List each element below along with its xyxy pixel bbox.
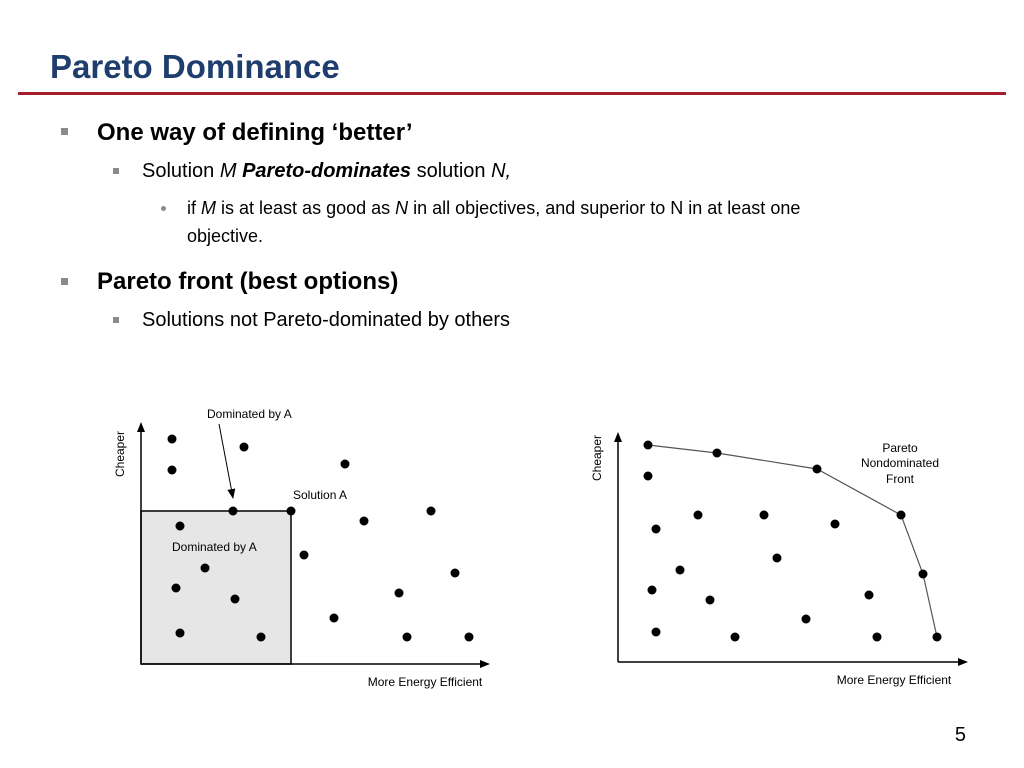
solution-point (168, 466, 177, 475)
solution-point (813, 465, 822, 474)
front-label-line1: Pareto (882, 441, 918, 455)
bullet-text: objective. (187, 226, 264, 246)
solution-point (648, 586, 657, 595)
bullet-text: in all objectives, and superior to N in at least one (408, 198, 801, 218)
solution-point (652, 525, 661, 534)
solution-point (172, 584, 181, 593)
bullet-text: is at least as good as (216, 198, 396, 218)
solution-point (644, 472, 653, 481)
solution-point (168, 435, 177, 444)
solution-point (229, 507, 238, 516)
bullet-level2-not-dominated: Solutions not Pareto-dominated by others (142, 309, 510, 331)
bullet-text: solution (411, 160, 492, 182)
solution-point (676, 566, 685, 575)
solution-point (403, 633, 412, 642)
x-axis-label: More Energy Efficient (367, 675, 483, 689)
solution-point (176, 629, 185, 638)
variable-m: M (219, 160, 237, 182)
left-diagram (113, 407, 490, 689)
solution-point (897, 511, 906, 520)
solution-point (257, 633, 266, 642)
bullet-level1-pareto-front: Pareto front (best options) (97, 268, 399, 295)
bullet-text: if (187, 198, 202, 218)
bullet-level1-better: One way of defining ‘better’ (97, 119, 413, 146)
solution-point (287, 507, 296, 516)
y-axis-label: Cheaper (590, 434, 604, 482)
dominated-region (141, 511, 291, 664)
x-axis-arrow-icon (480, 660, 490, 668)
term-pareto-dominates: Pareto-dominates (242, 160, 412, 182)
solution-point (760, 511, 769, 520)
solution-point (330, 614, 339, 623)
variable-m: M (201, 198, 217, 218)
solution-point (427, 507, 436, 516)
solution-point (465, 633, 474, 642)
solution-a-label: Solution A (293, 488, 348, 502)
solution-point (773, 554, 782, 563)
right-points (644, 441, 942, 642)
solution-point (300, 551, 309, 560)
solution-point (176, 522, 185, 531)
x-axis-arrow-icon (958, 658, 968, 666)
solution-point (341, 460, 350, 469)
x-axis-label: More Energy Efficient (836, 673, 952, 687)
solution-point (713, 449, 722, 458)
solution-point (919, 570, 928, 579)
solution-point (240, 443, 249, 452)
solution-point (831, 520, 840, 529)
callout-arrow (219, 424, 233, 498)
front-label-line3: Front (885, 472, 915, 486)
solution-point (873, 633, 882, 642)
variable-n: N (395, 198, 409, 218)
front-label-line2: Nondominated (860, 456, 940, 470)
solution-point (694, 511, 703, 520)
solution-point (451, 569, 460, 578)
solution-point (644, 441, 653, 450)
y-axis-arrow-icon (614, 432, 622, 442)
solution-point (652, 628, 661, 637)
bullet-text: Solution (142, 160, 220, 182)
solution-point (933, 633, 942, 642)
solution-point (802, 615, 811, 624)
solution-point (231, 595, 240, 604)
solution-point (731, 633, 740, 642)
page-number: 5 (954, 724, 966, 746)
variable-n: N, (491, 160, 512, 182)
solution-point (201, 564, 210, 573)
callout-label: Dominated by A (207, 407, 292, 421)
solution-point (395, 589, 404, 598)
region-label: Dominated by A (172, 540, 257, 554)
y-axis-arrow-icon (137, 422, 145, 432)
y-axis-label: Cheaper (113, 430, 127, 478)
solution-point (865, 591, 874, 600)
slide-title: Pareto Dominance (50, 48, 340, 85)
solution-point (706, 596, 715, 605)
solution-point (360, 517, 369, 526)
right-diagram (590, 432, 968, 687)
